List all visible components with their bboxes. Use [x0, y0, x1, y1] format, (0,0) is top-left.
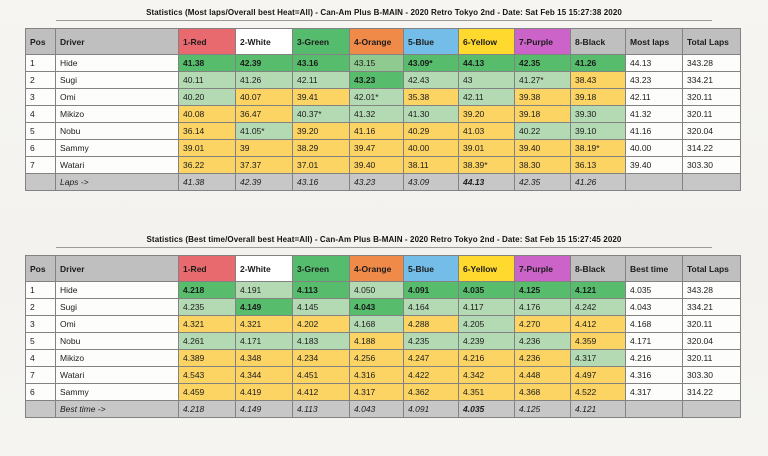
footer-heat-value: 4.113 [293, 401, 350, 418]
heat-result-cell: 39 [236, 140, 293, 157]
total-laps-cell: 320.11 [683, 316, 741, 333]
heat-result-cell: 37.37 [236, 157, 293, 174]
heat-result-cell: 4.316 [350, 367, 404, 384]
column-header-8-black: 8-Black [571, 29, 626, 55]
footer-empty-cell [26, 401, 56, 418]
heat-result-cell: 4.342 [459, 367, 515, 384]
best-time-cell: 4.316 [626, 367, 683, 384]
footer-empty-cell [626, 401, 683, 418]
heat-result-cell: 4.235 [404, 333, 459, 350]
heat-result-cell: 4.270 [515, 316, 571, 333]
driver-name: Watari [56, 367, 179, 384]
driver-name: Hide [56, 55, 179, 72]
footer-heat-value: 4.121 [571, 401, 626, 418]
heat-result-cell: 40.29 [404, 123, 459, 140]
heat-result-cell: 39.20 [459, 106, 515, 123]
driver-name: Sammy [56, 140, 179, 157]
heat-result-cell: 41.32 [350, 106, 404, 123]
column-header-7-purple: 7-Purple [515, 256, 571, 282]
column-header-2-white: 2-White [236, 29, 293, 55]
heat-result-cell: 4.448 [515, 367, 571, 384]
heat-result-cell: 43.15 [350, 55, 404, 72]
heat-result-cell: 38.43 [571, 72, 626, 89]
footer-heat-value: 4.043 [350, 401, 404, 418]
pos-cell: 5 [26, 333, 56, 350]
pos-cell: 6 [26, 384, 56, 401]
heat-result-cell: 4.164 [404, 299, 459, 316]
pos-cell: 1 [26, 55, 56, 72]
footer-heat-value: 41.26 [571, 174, 626, 191]
column-header-1-red: 1-Red [179, 256, 236, 282]
heat-result-cell: 4.288 [404, 316, 459, 333]
heat-result-cell: 4.451 [293, 367, 350, 384]
driver-row [26, 55, 741, 72]
driver-name: Nobu [56, 123, 179, 140]
heat-result-cell: 4.419 [236, 384, 293, 401]
heat-result-cell: 4.149 [236, 299, 293, 316]
best-time-cell: 4.216 [626, 350, 683, 367]
footer-empty-cell [683, 401, 741, 418]
pos-cell: 2 [26, 72, 56, 89]
heat-result-cell: 4.176 [515, 299, 571, 316]
footer-empty-cell [626, 174, 683, 191]
heat-result-cell: 40.07 [236, 89, 293, 106]
best-time-cell: 4.317 [626, 384, 683, 401]
title-divider [56, 20, 712, 21]
pos-cell: 7 [26, 157, 56, 174]
heat-result-cell: 41.16 [350, 123, 404, 140]
best-time-cell: 4.043 [626, 299, 683, 316]
footer-heat-value: 42.35 [515, 174, 571, 191]
column-header-2-white: 2-White [236, 256, 293, 282]
pos-cell: 5 [26, 123, 56, 140]
footer-heat-value: 43.09 [404, 174, 459, 191]
heat-result-cell: 40.37* [293, 106, 350, 123]
footer-heat-value: 4.149 [236, 401, 293, 418]
heat-result-cell: 40.08 [179, 106, 236, 123]
column-header-driver: Driver [56, 256, 179, 282]
total-laps-cell: 303.30 [683, 367, 741, 384]
summary-footer-row [26, 401, 741, 418]
total-laps-cell: 334.21 [683, 299, 741, 316]
footer-empty-cell [26, 174, 56, 191]
column-header-1-red: 1-Red [179, 29, 236, 55]
heat-result-cell: 39.01 [179, 140, 236, 157]
title-divider [56, 247, 712, 248]
heat-result-cell: 41.26 [571, 55, 626, 72]
heat-result-cell: 42.35 [515, 55, 571, 72]
driver-row [26, 123, 741, 140]
footer-empty-cell [683, 174, 741, 191]
most-laps-cell: 42.11 [626, 89, 683, 106]
pos-cell: 4 [26, 350, 56, 367]
driver-row [26, 367, 741, 384]
heat-result-cell: 4.202 [293, 316, 350, 333]
heat-result-cell: 39.30 [571, 106, 626, 123]
driver-row [26, 299, 741, 316]
driver-name: Omi [56, 89, 179, 106]
heat-result-cell: 38.39* [459, 157, 515, 174]
heat-result-cell: 39.40 [515, 140, 571, 157]
heat-result-cell: 42.43 [404, 72, 459, 89]
footer-heat-value: 43.23 [350, 174, 404, 191]
heat-result-cell: 4.362 [404, 384, 459, 401]
heat-result-cell: 4.205 [459, 316, 515, 333]
most-laps-table-block [0, 0, 768, 191]
column-header-6-yellow: 6-Yellow [459, 29, 515, 55]
heat-result-cell: 4.351 [459, 384, 515, 401]
column-header-most-laps: Most laps [626, 29, 683, 55]
heat-result-cell: 41.38 [179, 55, 236, 72]
heat-result-cell: 4.236 [515, 350, 571, 367]
heat-result-cell: 4.239 [459, 333, 515, 350]
most-laps-table-title: Statistics (Most laps/Overall best Heat=All) - Can-Am Plus B-MAIN - 2020 Retro Tokyo 2nd - Date: Sat Feb 15 15:27:38 2020 [146, 8, 622, 17]
heat-result-cell: 40.00 [404, 140, 459, 157]
heat-result-cell: 4.422 [404, 367, 459, 384]
column-header-total-laps: Total Laps [683, 256, 741, 282]
driver-name: Sugi [56, 72, 179, 89]
heat-result-cell: 43.23 [350, 72, 404, 89]
heat-result-cell: 35.38 [404, 89, 459, 106]
driver-name: Mikizo [56, 350, 179, 367]
heat-result-cell: 4.117 [459, 299, 515, 316]
most-laps-cell: 43.23 [626, 72, 683, 89]
pos-cell: 7 [26, 367, 56, 384]
heat-result-cell: 43.09* [404, 55, 459, 72]
heat-result-cell: 4.113 [293, 282, 350, 299]
most-laps-cell: 41.32 [626, 106, 683, 123]
header-row [26, 29, 741, 55]
total-laps-cell: 320.11 [683, 106, 741, 123]
footer-heat-value: 43.16 [293, 174, 350, 191]
heat-result-cell: 4.188 [350, 333, 404, 350]
heat-result-cell: 4.121 [571, 282, 626, 299]
footer-heat-value: 44.13 [459, 174, 515, 191]
total-laps-cell: 320.11 [683, 89, 741, 106]
total-laps-cell: 320.04 [683, 333, 741, 350]
heat-result-cell: 42.11 [293, 72, 350, 89]
footer-heat-value: 41.38 [179, 174, 236, 191]
heat-result-cell: 4.035 [459, 282, 515, 299]
column-header-pos: Pos [26, 29, 56, 55]
driver-name: Sugi [56, 299, 179, 316]
driver-row [26, 333, 741, 350]
driver-row [26, 350, 741, 367]
driver-row [26, 316, 741, 333]
column-header-8-black: 8-Black [571, 256, 626, 282]
footer-heat-value: 42.39 [236, 174, 293, 191]
heat-result-cell: 4.321 [179, 316, 236, 333]
heat-result-cell: 4.183 [293, 333, 350, 350]
most-laps-cell: 39.40 [626, 157, 683, 174]
heat-result-cell: 38.30 [515, 157, 571, 174]
heat-result-cell: 4.145 [293, 299, 350, 316]
driver-name: Sammy [56, 384, 179, 401]
heat-result-cell: 4.348 [236, 350, 293, 367]
heat-result-cell: 37.01 [293, 157, 350, 174]
heat-result-cell: 41.03 [459, 123, 515, 140]
heat-result-cell: 39.18 [571, 89, 626, 106]
heat-result-cell: 4.261 [179, 333, 236, 350]
total-laps-cell: 320.04 [683, 123, 741, 140]
column-header-3-green: 3-Green [293, 256, 350, 282]
footer-label: Best time -> [56, 401, 179, 418]
best-time-table [25, 255, 741, 418]
heat-result-cell: 41.30 [404, 106, 459, 123]
heat-result-cell: 4.168 [350, 316, 404, 333]
driver-name: Watari [56, 157, 179, 174]
heat-result-cell: 38.19* [571, 140, 626, 157]
heat-result-cell: 40.22 [515, 123, 571, 140]
best-time-table-block [0, 227, 768, 418]
driver-row [26, 157, 741, 174]
heat-result-cell: 4.216 [459, 350, 515, 367]
column-header-pos: Pos [26, 256, 56, 282]
heat-result-cell: 4.459 [179, 384, 236, 401]
heat-result-cell: 41.27* [515, 72, 571, 89]
pos-cell: 3 [26, 89, 56, 106]
heat-result-cell: 4.522 [571, 384, 626, 401]
total-laps-cell: 314.22 [683, 140, 741, 157]
heat-result-cell: 40.11 [179, 72, 236, 89]
driver-row [26, 72, 741, 89]
heat-result-cell: 38.29 [293, 140, 350, 157]
heat-result-cell: 41.26 [236, 72, 293, 89]
column-header-total-laps: Total Laps [683, 29, 741, 55]
heat-result-cell: 39.40 [350, 157, 404, 174]
best-time-table-title: Statistics (Best time/Overall best Heat=All) - Can-Am Plus B-MAIN - 2020 Retro Tokyo 2nd - Date: Sat Feb 15 15:27:45 2020 [146, 235, 622, 244]
heat-result-cell: 4.497 [571, 367, 626, 384]
heat-result-cell: 39.18 [515, 106, 571, 123]
heat-result-cell: 39.01 [459, 140, 515, 157]
best-time-cell: 4.168 [626, 316, 683, 333]
driver-row [26, 140, 741, 157]
footer-heat-value: 4.125 [515, 401, 571, 418]
heat-result-cell: 4.317 [350, 384, 404, 401]
summary-footer-row [26, 174, 741, 191]
column-header-best-time: Best time [626, 256, 683, 282]
heat-result-cell: 4.125 [515, 282, 571, 299]
heat-result-cell: 36.14 [179, 123, 236, 140]
pos-cell: 6 [26, 140, 56, 157]
total-laps-cell: 343.28 [683, 55, 741, 72]
column-header-3-green: 3-Green [293, 29, 350, 55]
pos-cell: 2 [26, 299, 56, 316]
heat-result-cell: 4.412 [293, 384, 350, 401]
most-laps-table [25, 28, 741, 191]
driver-name: Nobu [56, 333, 179, 350]
heat-result-cell: 39.20 [293, 123, 350, 140]
driver-row [26, 106, 741, 123]
heat-result-cell: 4.344 [236, 367, 293, 384]
header-row [26, 256, 741, 282]
heat-result-cell: 4.050 [350, 282, 404, 299]
pos-cell: 3 [26, 316, 56, 333]
heat-result-cell: 4.543 [179, 367, 236, 384]
driver-row [26, 384, 741, 401]
heat-result-cell: 36.47 [236, 106, 293, 123]
total-laps-cell: 303.30 [683, 157, 741, 174]
heat-result-cell: 4.235 [179, 299, 236, 316]
heat-result-cell: 4.256 [350, 350, 404, 367]
heat-result-cell: 4.091 [404, 282, 459, 299]
heat-result-cell: 4.389 [179, 350, 236, 367]
heat-result-cell: 4.043 [350, 299, 404, 316]
driver-row [26, 89, 741, 106]
column-header-5-blue: 5-Blue [404, 29, 459, 55]
heat-result-cell: 42.11 [459, 89, 515, 106]
heat-result-cell: 39.38 [515, 89, 571, 106]
driver-row [26, 282, 741, 299]
pos-cell: 1 [26, 282, 56, 299]
column-header-4-orange: 4-Orange [350, 29, 404, 55]
heat-result-cell: 39.47 [350, 140, 404, 157]
heat-result-cell: 40.20 [179, 89, 236, 106]
heat-result-cell: 43 [459, 72, 515, 89]
driver-name: Hide [56, 282, 179, 299]
column-header-7-purple: 7-Purple [515, 29, 571, 55]
footer-heat-value: 4.035 [459, 401, 515, 418]
heat-result-cell: 42.01* [350, 89, 404, 106]
best-time-cell: 4.171 [626, 333, 683, 350]
column-header-5-blue: 5-Blue [404, 256, 459, 282]
heat-result-cell: 4.321 [236, 316, 293, 333]
heat-result-cell: 42.39 [236, 55, 293, 72]
pos-cell: 4 [26, 106, 56, 123]
heat-result-cell: 4.218 [179, 282, 236, 299]
total-laps-cell: 320.11 [683, 350, 741, 367]
heat-result-cell: 4.171 [236, 333, 293, 350]
heat-result-cell: 4.368 [515, 384, 571, 401]
heat-result-cell: 39.41 [293, 89, 350, 106]
footer-label: Laps -> [56, 174, 179, 191]
best-time-cell: 4.035 [626, 282, 683, 299]
heat-result-cell: 43.16 [293, 55, 350, 72]
heat-result-cell: 4.412 [571, 316, 626, 333]
most-laps-cell: 41.16 [626, 123, 683, 140]
heat-result-cell: 4.234 [293, 350, 350, 367]
total-laps-cell: 343.28 [683, 282, 741, 299]
total-laps-cell: 314.22 [683, 384, 741, 401]
driver-name: Omi [56, 316, 179, 333]
footer-heat-value: 4.091 [404, 401, 459, 418]
heat-result-cell: 4.317 [571, 350, 626, 367]
heat-result-cell: 4.242 [571, 299, 626, 316]
heat-result-cell: 36.22 [179, 157, 236, 174]
heat-result-cell: 41.05* [236, 123, 293, 140]
most-laps-cell: 40.00 [626, 140, 683, 157]
heat-result-cell: 4.247 [404, 350, 459, 367]
column-header-6-yellow: 6-Yellow [459, 256, 515, 282]
heat-result-cell: 36.13 [571, 157, 626, 174]
driver-name: Mikizo [56, 106, 179, 123]
heat-result-cell: 4.236 [515, 333, 571, 350]
most-laps-cell: 44.13 [626, 55, 683, 72]
heat-result-cell: 39.10 [571, 123, 626, 140]
column-header-driver: Driver [56, 29, 179, 55]
total-laps-cell: 334.21 [683, 72, 741, 89]
footer-heat-value: 4.218 [179, 401, 236, 418]
heat-result-cell: 38.11 [404, 157, 459, 174]
heat-result-cell: 4.359 [571, 333, 626, 350]
column-header-4-orange: 4-Orange [350, 256, 404, 282]
heat-result-cell: 4.191 [236, 282, 293, 299]
heat-result-cell: 44.13 [459, 55, 515, 72]
